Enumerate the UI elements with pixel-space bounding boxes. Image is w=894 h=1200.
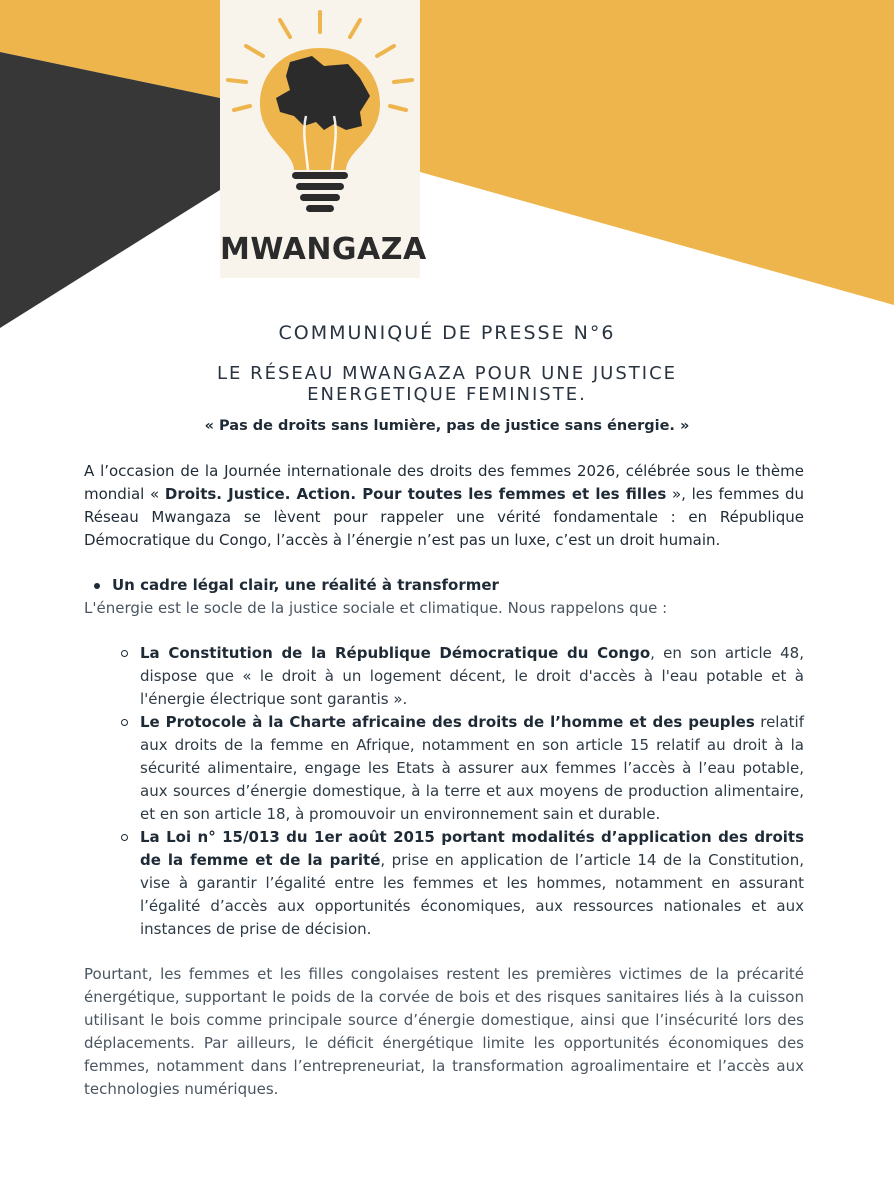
list-item-constitution — [140, 642, 804, 711]
section-heading-list — [84, 574, 804, 597]
section-heading: Un cadre légal clair, une réalité à transformer — [84, 574, 804, 597]
theme-bold: Droits. Justice. Action. Pour toutes les femmes et les filles — [164, 485, 667, 503]
lightbulb-with-congo-map-icon — [220, 0, 420, 230]
closing-paragraph: Pourtant, les femmes et les filles congolaises restent les premières victimes de la précarité énergétique, supportant le poids de la corvée de bois et des risques sanitaires liés à la cuisson utilisant le bois comme principale source d’énergie domestique, ainsi que l’insécurité lors des déplacements. Par ailleurs, le déficit énergétique limite les opportunités économiques des femmes, notamment dans l’entrepreneuriat, la transformation agroalimentaire et l’accès aux technologies numériques. — [84, 965, 804, 1098]
item-title: Le Protocole à la Charte africaine des droits de l’homme et des peuples — [140, 713, 755, 731]
item-text: , en son article 48, dispose que « le droit à un logement décent, le droit d'accès à l'eau potable et à l'énergie électrique sont garantis ». — [140, 644, 804, 708]
press-release-title: COMMUNIQUÉ DE PRESSE N°6 — [278, 322, 616, 344]
yellow-band-right — [420, 0, 894, 305]
intro-part-2: », les femmes du Réseau Mwangaza se lèvent pour rappeler une vérité fondamentale : en République Démocratique du Congo, l’accès à l’énergie n’est pas un luxe, c’est un droit humain. — [84, 485, 804, 549]
intro-part-1: A l’occasion de la Journée internationale des droits des femmes 2026, célébrée sous le thème mondial « — [84, 462, 804, 503]
list-item-law — [140, 826, 804, 941]
press-release-subtitle — [0, 363, 894, 405]
header-banner — [0, 0, 894, 340]
item-text: , prise en application de l’article 14 de la Constitution, vise à garantir l’égalité entre les femmes et les hommes, notamment en assurant l’égalité d’accès aux opportunités économiques, aux ressources nationales et aux instances de prise de décision. — [140, 851, 804, 938]
section-lead: L'énergie est le socle de la justice sociale et climatique. Nous rappelons que : — [84, 599, 668, 617]
legal-framework-list — [84, 642, 804, 941]
motto-quote: « Pas de droits sans lumière, pas de justice sans énergie. » — [204, 418, 690, 434]
item-text: relatif aux droits de la femme en Afrique, notamment en son article 15 relatif au droit à la sécurité alimentaire, engage les Etats à assurer aux femmes l’accès à l’eau potable, aux sources d’énergie domestique, à la terre et aux moyens de production alimentaire, et en son article 18, à promouvoir un environnement sain et durable. — [140, 713, 804, 823]
item-title: La Constitution de la République Démocratique du Congo — [140, 644, 651, 662]
article-body — [84, 460, 804, 1101]
dark-triangle — [0, 52, 220, 328]
subtitle-line-2: ENERGETIQUE FEMINISTE. — [307, 384, 587, 405]
brand-name: MWANGAZA — [220, 232, 427, 267]
list-item-protocol — [140, 711, 804, 826]
logo — [220, 0, 427, 278]
subtitle-line-1: LE RÉSEAU MWANGAZA POUR UNE JUSTICE — [216, 363, 678, 384]
item-title: La Loi n° 15/013 du 1er août 2015 portant modalités d’application des droits de la femme et de la parité — [140, 828, 804, 869]
intro-paragraph — [84, 460, 804, 552]
